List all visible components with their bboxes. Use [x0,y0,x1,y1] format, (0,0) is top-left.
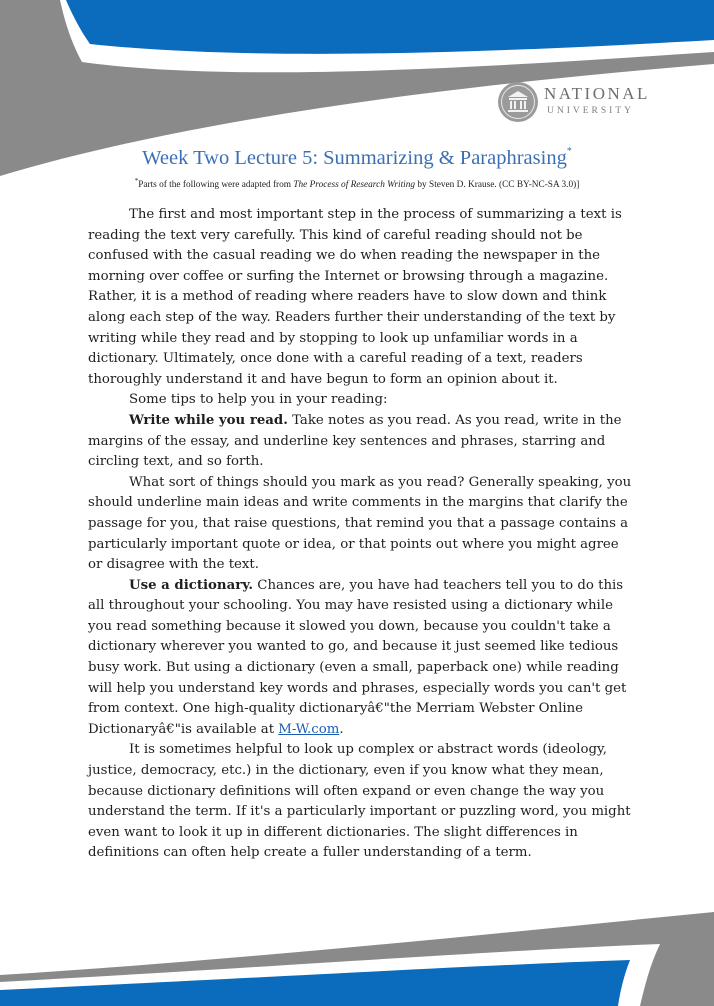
paragraph-text: Take notes as you read. As you read, write in the margins of the essay, and underline key sentences and phrases, starring and circling text, and so forth. [88,412,622,470]
paragraph-end: . [339,721,344,737]
paragraph: What sort of things should you mark as you read? Generally speaking, you should underline main ideas and write comments in the margins that clarify the passage for you, that raise questions, that remind you that a passage contains a particularly important quote or idea, or that points out where you might agree or disagree with the text. [88,474,632,573]
page-title [0,146,714,170]
tip-heading-dictionary: Use a dictionary. [129,577,254,593]
paragraph: Some tips to help you in your reading: [129,392,388,408]
paragraph-text: Chances are, you have had teachers tell you to do this all throughout your schooling. You may have resisted using a dictionary while you read something because it slowed you down, because you couldn't take a dictionary wherever you wanted to go, and because it just seemed like tedious busy work. But using a dictionary (even a small, paperback one) while reading will help you understand key words and phrases, especially words you can't get from context. One high-quality dictionaryâ€"the Merriam Webster Online Dictionaryâ€"is available at [88,577,627,737]
paragraph [88,411,636,473]
tip-heading-write: Write while you read. [129,412,288,428]
attribution-note [0,177,714,190]
attribution-suffix: by Steven D. Krause. (CC BY-NC-SA 3.0)] [415,180,580,191]
paragraph: The first and most important step in the process of summarizing a text is reading the text very carefully. This kind of careful reading should not be confused with the casual reading we do when reading the newspaper in the morning over coffee or surfing the Internet or browsing through a magazine. Rather, it is a method of reading where readers have to slow down and think along each step of the way. Readers further their understanding of the text by writing while they read and by stopping to look up unfamiliar words in a dictionary. Ultimately, once done with a careful reading of a text, readers thoroughly understand it and have begun to form an opinion about it. [88,207,622,387]
lecture-body [88,205,636,864]
logo-line-1: NATIONAL [544,84,650,103]
attribution-book-title: The Process of Research Writing [293,180,416,191]
logo-line-2: UNIVERSITY [547,106,634,116]
merriam-webster-link[interactable]: M-W.com [278,721,340,737]
paragraph [88,576,636,741]
university-building-seal-icon [496,80,540,124]
page-title-text: Week Two Lecture 5: Summarizing & Paraphrasing [142,147,567,169]
title-footnote-mark: * [566,146,572,157]
attribution-mark: * [134,177,139,185]
university-logo [496,80,656,130]
attribution-prefix: Parts of the following were adapted from [138,180,294,191]
paragraph: It is sometimes helpful to look up complex or abstract words (ideology, justice, democracy, etc.) in the dictionary, even if you know what they mean, because dictionary definitions will often expand or even change the way you understand the term. If it's a particularly important or puzzling word, you might even want to look it up in different dictionaries. The slight differences in definitions can often help create a fuller understanding of a term. [88,742,631,861]
